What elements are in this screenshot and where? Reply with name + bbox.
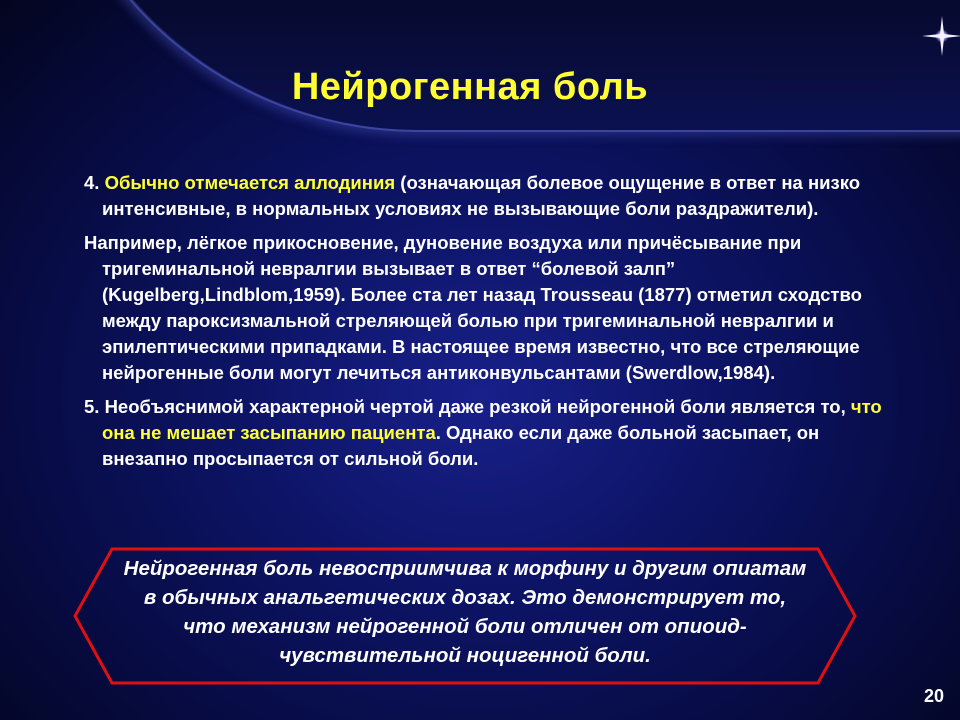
callout-line: что механизм нейрогенной боли отличен от опиоид- <box>183 615 747 638</box>
item-4-text: (означающая болевое ощущение в ответ на низко интенсивные, в нормальных условиях не вызывающие боли раздражители). <box>102 172 861 219</box>
slide-body <box>84 170 884 480</box>
item-5-prefix: 5. Необъяснимой характерной чертой даже резкой нейрогенной боли является то, <box>84 396 851 417</box>
item-5-highlight: что она не мешает засыпанию пациента <box>102 396 882 443</box>
decorative-arc-band <box>40 0 960 130</box>
page-number: 20 <box>924 686 945 706</box>
conclusion-callout <box>72 546 858 686</box>
item-5-text: . Однако если даже больной засыпает, он внезапно просыпается от сильной боли. <box>102 422 820 469</box>
callout-line: Нейрогенная боль невосприимчива к морфину и другим опиатам <box>123 557 807 580</box>
callout-line: чувствительной ноцигенной боли. <box>279 644 651 667</box>
slide-title: Нейрогенная боль <box>291 66 649 108</box>
example-paragraph: Например, лёгкое прикосновение, дуновение воздуха или причёсывание при тригеминальной невралгии вызывает в ответ “болевой залп” (Kugelberg,Lindblom,1959). Более ста лет назад Trousseau (1877) отметил сходство между пароксизмальной стреляющей болью при тригеминальной невралгии и эпилептическими припадками. В настоящее время известно, что все стреляющие нейрогенные боли могут лечиться антиконвульсантами (Swerdlow,1984). <box>84 232 862 383</box>
sparkle-star-icon <box>920 14 960 58</box>
item-5-paragraph <box>84 394 884 472</box>
item-4-paragraph <box>84 170 884 222</box>
callout-text <box>72 554 858 670</box>
item-4-prefix: 4. <box>84 172 105 193</box>
callout-line: в обычных анальгетических дозах. Это демонстрирует то, <box>143 586 787 609</box>
item-4-highlight: Обычно отмечается аллодиния <box>104 172 396 193</box>
